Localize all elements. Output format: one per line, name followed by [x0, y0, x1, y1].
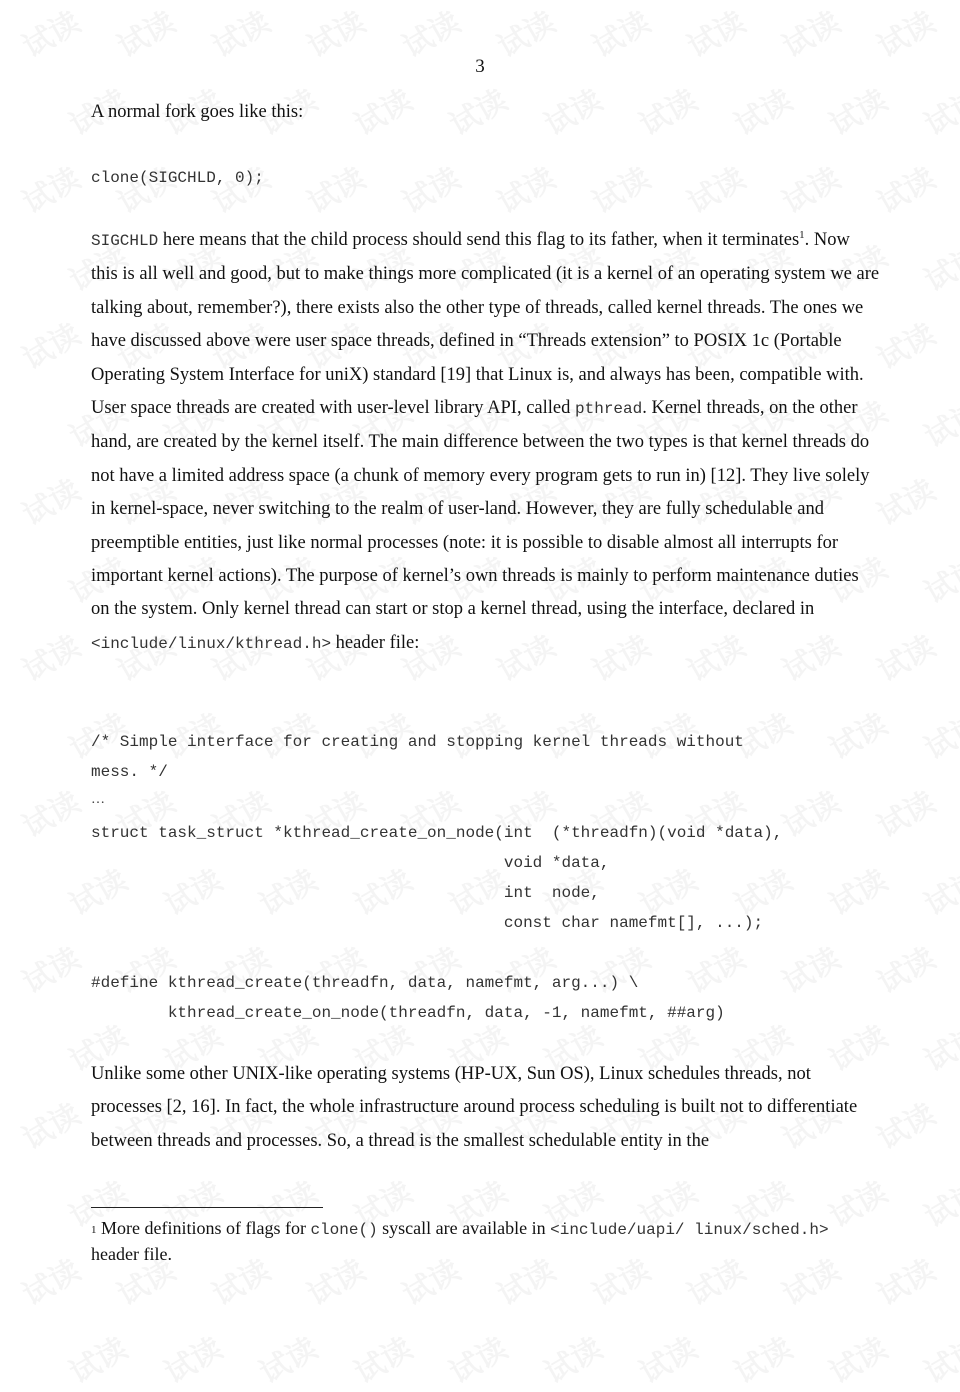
watermark-stamp: [60, 1324, 134, 1392]
code-decl-line-3: int node,: [91, 884, 600, 902]
body-paragraph-1: SIGCHLD here means that the child process should send this flag to its father, when it terminates$^1$. Now this is all well and good, but to make things more complicated (it is a kernel of an operating system we are talking about, remember?), there exists also the other type of threads, called kernel threads. The ones we have discussed above were user space threads, defined in “Threads extension” to POSIX 1c (Portable Operating System Interface for uniX) standard [19] that Linux is, and always has been, compatible with. User space threads are created with user-level library API, called pthread. Kernel threads, on the other hand, are created by the kernel itself. The main difference between the two types is that kernel threads do not have a limited address space (a chunk of memory every program gets to run in) [12]. They live solely in kernel-space, never switching to the realm of user-land. However, they are fully schedulable and preemptible entities, just like normal processes (note: it is possible to disable almost all interrupts for important kernel actions). The purpose of kernel’s own threads is mainly to perform maintenance duties on the system. Only kernel thread can start or stop a kernel thread, using the interface, declared in <include/linux/kthread.h> header file:: [91, 228, 880, 653]
watermark-stamp: [630, 1324, 704, 1392]
inline-code-clone: clone(): [310, 1221, 378, 1239]
watermark-stamp: [915, 700, 960, 768]
inline-code-sigchld: SIGCHLD: [91, 232, 159, 250]
footnote: $^1$ More definitions of flags for clone() syscall are available in <include/uapi/ linux/sched.h> header file.: [91, 1218, 829, 1264]
code-decl-line-4: const char namefmt[], ...);: [91, 914, 764, 932]
watermark-stamp: [915, 1168, 960, 1236]
watermark-stamp: [868, 154, 942, 222]
watermark-stamp: [915, 544, 960, 612]
code-comment-line-2: mess. */: [91, 763, 168, 781]
watermark-stamp: [345, 1324, 419, 1392]
watermark-stamp: [13, 934, 87, 1002]
watermark-stamp: [250, 1324, 324, 1392]
watermark-stamp: [678, 154, 752, 222]
code-clone-call: clone(SIGCHLD, 0);: [91, 169, 264, 187]
watermark-stamp: [915, 232, 960, 300]
watermark-stamp: [298, 154, 372, 222]
watermark-stamp: [773, 154, 847, 222]
code-decl-line-2: void *data,: [91, 854, 610, 872]
watermark-stamp: [820, 1324, 894, 1392]
code-decl-line-1: struct task_struct *kthread_create_on_node(int (*threadfn)(void *data),: [91, 824, 783, 842]
watermark-stamp: [13, 154, 87, 222]
code-define-line-1: #define kthread_create(threadfn, data, namefmt, arg...) \: [91, 974, 639, 992]
footnote-mark: 1: [91, 1224, 97, 1236]
watermark-stamp: [773, 778, 847, 846]
code-define-line-2: kthread_create_on_node(threadfn, data, -1, namefmt, ##arg): [91, 1004, 725, 1022]
inline-code-pthread: pthread: [575, 400, 643, 419]
page-number: 3: [475, 56, 485, 77]
watermark-stamp: [13, 310, 87, 378]
code-ellipsis: …: [91, 792, 105, 807]
footnote-separator: [91, 1207, 323, 1208]
watermark-stamp: [13, 622, 87, 690]
body-paragraph-2: Unlike some other UNIX-like operating systems (HP-UX, Sun OS), Linux schedules threads, not processes [2, 16]. In fact, the whole infrastructure around process scheduling is built not to differentiate between threads and processes. So, a thread is the smallest schedulable entity in the: [91, 1064, 858, 1151]
watermark-stamp: [13, 778, 87, 846]
inline-code-sched-path: <include/uapi/ linux/sched.h>: [550, 1221, 829, 1239]
watermark-stamp: [915, 1012, 960, 1080]
watermark-stamp: [155, 1324, 229, 1392]
watermark-stamp: [583, 154, 657, 222]
watermark-stamp: [535, 1324, 609, 1392]
watermark-stamp: [915, 388, 960, 456]
watermark-stamp: [820, 700, 894, 768]
inline-code-header: <include/linux/kthread.h>: [91, 634, 332, 653]
watermark-stamp: [440, 1324, 514, 1392]
watermark-stamp: [773, 934, 847, 1002]
watermark-stamp: [915, 76, 960, 144]
watermark-stamp: [678, 934, 752, 1002]
watermark-stamp: [915, 856, 960, 924]
watermark-stamp: [820, 856, 894, 924]
watermark-stamp: [915, 1324, 960, 1392]
footnote-reference[interactable]: 1: [799, 228, 805, 241]
watermark-stamp: [13, 466, 87, 534]
code-comment-line-1: /* Simple interface for creating and stopping kernel threads without: [91, 733, 744, 751]
intro-paragraph: A normal fork goes like this:: [91, 102, 304, 122]
watermark-stamp: [868, 934, 942, 1002]
watermark-stamp: [868, 778, 942, 846]
watermark-stamp: [488, 154, 562, 222]
watermark-stamp: [13, 1090, 87, 1158]
watermark-stamp: [725, 1324, 799, 1392]
watermark-stamp: [13, 1246, 87, 1314]
watermark-stamp: [393, 154, 467, 222]
